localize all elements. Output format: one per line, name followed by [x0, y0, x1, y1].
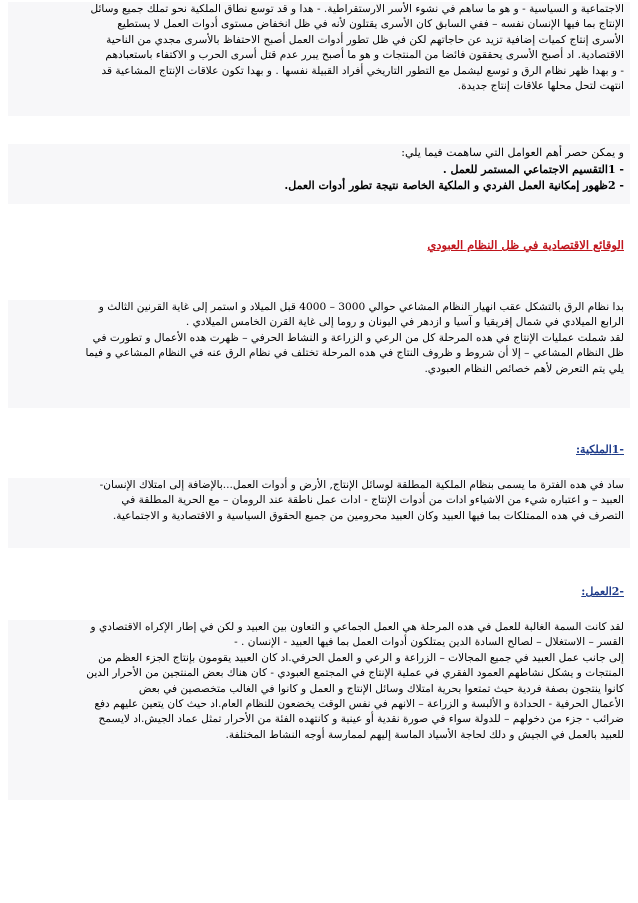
intro-paragraph	[8, 2, 630, 116]
text-line: انتهت لتحل محلها علاقات إنتاج جديدة.	[457, 80, 624, 93]
text-line: لقد شملت عمليات الإنتاج في هده المرحلة كل من الرعي و الزراعة و النشاط الحرفي – ظهرت هده الأعمال و تطورت في	[92, 331, 624, 344]
text-line: الأسرى إنتاج كميات إضافية تزيد عن حاجاتهم لكن في ظل تطور أدوات العمل أصبح الاحتفاظ بالأسرى مجدي من الناحية	[106, 33, 624, 46]
text-line: للعبيد بالعمل في الجيش و دلك لحاجة الأسياد الماسة إليهم لممارسة أوجه النشاط المختلفة.	[225, 728, 624, 741]
text-line: التصرف في هده الممتلكات بما فيها العبيد وكان العبيد محرومين من جميع الحقوق السياسية و الاقتصادية و الاجتماعية.	[112, 509, 624, 522]
text-line: القسر – الاستغلال – لصالح السادة الدين يمتلكون أدوات العمل بما فيها العبيد - الإنسان . -	[234, 636, 624, 649]
section-title: الوقائع الاقتصادية في ظل النظام العبودي	[427, 238, 624, 252]
text-line: المنتجات و يشكل نشاطهم العمود الفقري في عملية الإنتاج في المجتمع العبودي - كان هناك بعض المنتجين من الأحرار الدين	[86, 667, 624, 680]
slavery-intro-paragraph	[8, 300, 630, 408]
heading-ownership: -1الملكية:	[576, 443, 624, 456]
text-line: بدا نظام الرق بالتشكل عقب انهيار النظام المشاعي حوالي 3000 – 4000 قبل الميلاد و استمر إلى غاية القرنين الثالث و	[98, 301, 624, 313]
text-line: الرابع الميلادي في شمال إفريقيا و آسيا و ازدهر في اليونان و روما إلى غاية القرن الخامس الميلادي .	[185, 316, 624, 329]
factors-block	[8, 144, 630, 204]
factor-item: - 1التقسيم الاجتماعي المستمر للعمل .	[442, 163, 624, 176]
heading-labor: -2العمل:	[581, 585, 624, 598]
text-line: يلي يتم التعرض لأهم خصائص النظام العبودي.	[424, 362, 624, 375]
labor-paragraph	[8, 620, 630, 800]
text-line: ضرائب - جزء من دخولهم – للدولة سواء في صورة نقدية أو عينية و كانتهده الفئة من الأحرار تمثل عماد الجيش.اد لايسمح	[98, 713, 624, 726]
text-line: لقد كانت السمة الغالبة للعمل في هده المرحلة هي العمل الجماعي و التعاون بين العبيد و لكن في إطار الإكراه الاقتصادي و	[90, 621, 624, 633]
text-line: - و بهدا ظهر نظام الرق و توسع ليشمل مع التطور التاريخي أفراد القبيلة نفسها . و بهدا تكون علاقات الإنتاج المشاعية قد	[101, 64, 624, 77]
text-line: الاجتماعية و السياسية - و هو ما ساهم في نشوء الأسر الارستقراطية. - هدا و قد توسع نطاق الملكية نحو تملك جميع وسائل	[90, 3, 624, 15]
factor-item: - 2ظهور إمكانية العمل الفردي و الملكية الخاصة نتيجة تطور أدوات العمل.	[284, 179, 624, 192]
text-line: ظل النظام المشاعي – إلا أن شروط و ظروف النتاج في هده المرحلة تختلف في نظام الرق عنه في النظام المشاعي و فيما	[85, 347, 624, 360]
text-line: الاقتصادية. اد أصبح الأسرى يحققون فائضا من المنتجات و هو ما أصبح يبرر عدم قتل أسرى الحرب و الاكتفاء باستعبادهم	[105, 49, 624, 62]
text-line: كانوا ينتجون بصفة فردية حيث تمتعوا بحرية امتلاك وسائل الإنتاج و العمل و كانوا في الغالب متخصصين في بعض	[138, 682, 624, 695]
factors-lead: و يمكن حصر أهم العوامل التي ساهمت فيما يلي:	[401, 146, 624, 159]
text-line: الأعمال الحرفية - الحدادة و الألبسة و الزراعة – الانهم في نفس الوقت يخضعون للنظام العام.اد حيث كان يتعين عليهم دفع	[94, 698, 624, 711]
text-line: العبيد – و اعتباره شيء من الاشياءو ادات من أدوات الإنتاج - ادات عمل ناطقة عند الرومان – مع الحرية المطلقة في	[121, 494, 624, 507]
text-line: الإنتاج بما فيها الإنسان نفسه – ففي السابق كان الأسرى يقتلون لأنه في ظل انخفاض مستوى أدوات العمل لا يستطيع	[117, 18, 624, 31]
ownership-paragraph	[8, 478, 630, 548]
text-line: ساد في هده الفترة ما يسمى بنظام الملكية المطلقة لوسائل الإنتاج, الأرض و أدوات العمل...بالإضافة إلى امتلاك الإنسان-	[99, 479, 624, 491]
text-line: إلى جانب عمل العبيد في جميع المجالات – الزراعة و الرعي و العمل الحرفي.اد كان العبيد يقومون بإنتاج الجزء العظم من	[98, 651, 624, 664]
